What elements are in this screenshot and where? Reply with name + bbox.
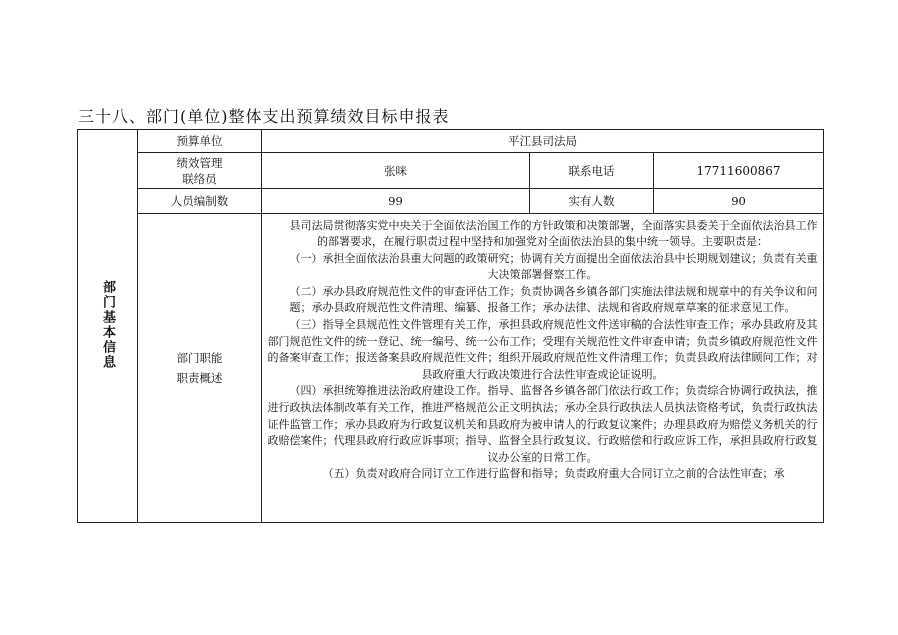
actual-staff-value: 90 [654,189,824,214]
duties-text [262,214,824,523]
phone-value: 17711600867 [654,153,824,189]
contact-label-text: 绩效管理 联络员 [176,155,223,186]
actual-staff-label: 实有人数 [530,189,654,214]
staff-quota-label: 人员编制数 [138,189,262,214]
duties-paragraph: （五）负责对政府合同订立工作进行监督和指导；负责政府重大合同订立之前的合法性审查；承 [322,467,785,481]
performance-form-table [77,129,824,523]
duties-paragraph: （四）承担统筹推进法治政府建设工作。指导、监督各乡镇各部门依法行政工作；负责综合协调行政执法，推进行政执法体制改革有关工作，推进严格规范公正文明执法；承办全县行政执法人员执法资格考试，负责行政执法证件监管工作；承办县政府为行政复议机关和县政府为被申请人的行政复议案件；办理县政府为赔偿义务机关的行政赔偿案件；代理县政府行政应诉事项；指导、监督全县行政复议、行政赔偿和行政应诉工作，承担县政府行政复议办公室的日常工作。 [267,384,818,464]
contact-label [138,153,262,189]
section-cell [78,130,138,523]
duties-paragraph: （二）承办县政府规范性文件的审查评估工作；负责协调各乡镇各部门实施法律法规和规章中的有关争议和问题；承办县政府规范性文件清理、编纂、报备工作；承办法律、法规和省政府规章草案的征求意见工作。 [289,284,818,315]
duties-paragraph: 县司法局贯彻落实党中央关于全面依法治国工作的方针政策和决策部署，全面落实县委关于全面依法治县工作的部署要求，在履行职责过程中坚持和加强党对全面依法治县的集中统一领导。主要职责是： [289,218,818,249]
budget-unit-value: 平江县司法局 [262,130,824,153]
duties-label [138,214,262,523]
budget-unit-row [78,130,824,153]
duties-paragraph: （三）指导全县规范性文件管理有关工作，承担县政府规范性文件送审稿的合法性审查工作；承办县政府及其部门规范性文件的统一登记、统一编号、统一公布工作；受理有关规范性文件审查申请；负责乡镇政府规范性文件的备案审查工作；报送备案县政府规范性文件；组织开展政府规范性文件清理工作；负责县政府法律顾问工作；对县政府重大行政决策进行合法性审查或论证说明。 [267,318,818,381]
page-title: 三十八、部门(单位)整体支出预算绩效目标申报表 [78,107,450,126]
section-label: 部门基本信息 [100,279,115,370]
duties-label-text: 部门职能 职责概述 [176,351,223,385]
staff-quota-value: 99 [262,189,530,214]
staff-row [78,189,824,214]
contact-row [78,153,824,189]
contact-value: 张咪 [262,153,530,189]
phone-label: 联系电话 [530,153,654,189]
duties-row [78,214,824,523]
duties-paragraph: （一）承担全面依法治县重大问题的政策研究；协调有关方面提出全面依法治县中长期规划建议；负责有关重大决策部署督察工作。 [289,251,818,282]
duties-clip [266,218,819,522]
budget-unit-label: 预算单位 [138,130,262,153]
